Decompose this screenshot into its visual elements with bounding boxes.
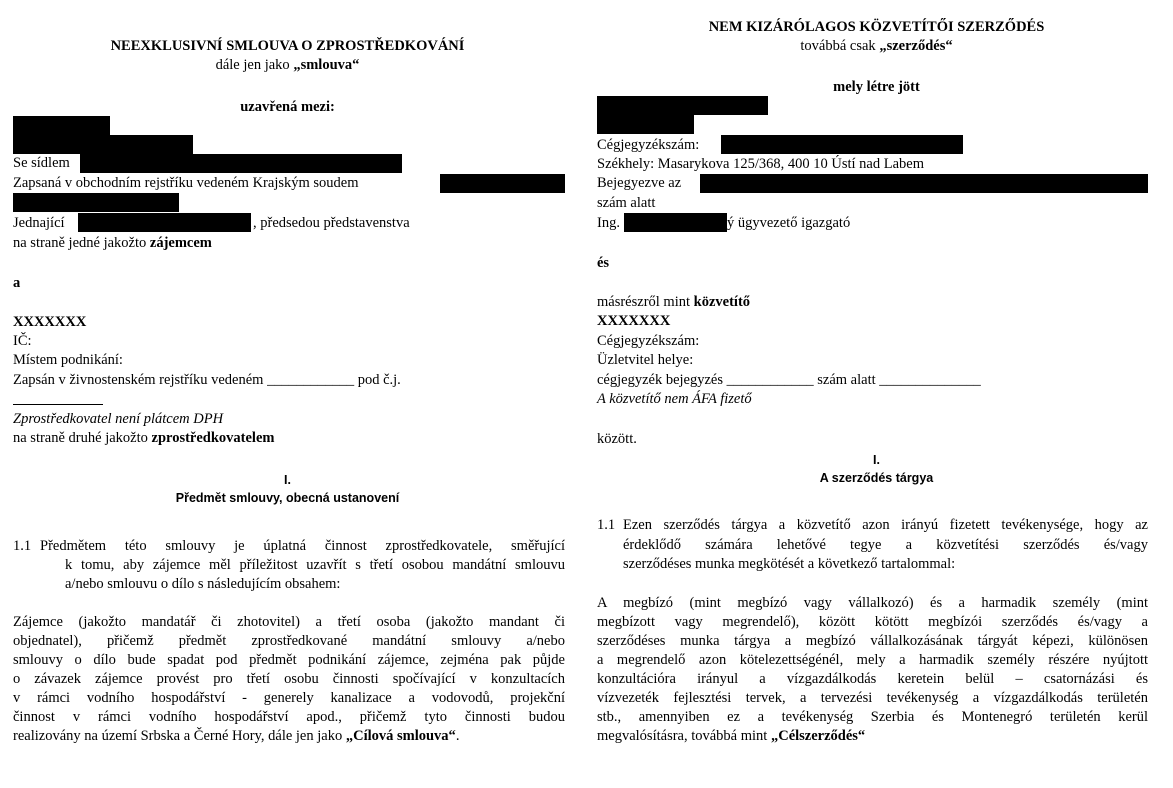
redaction-box [80, 154, 402, 173]
czech-side-one: na straně jedné jakožto zájemcem [13, 235, 212, 251]
czech-divider [13, 404, 103, 405]
hungarian-p11-line: Ezen szerződés tárgya a közvetítő azon irányú fizetett tevékenysége, hogy az [623, 517, 1148, 533]
czech-title: NEEXKLUSIVNÍ SMLOUVA O ZPROSTŘEDKOVÁNÍ [110, 38, 465, 54]
czech-p11-line: k tomu, aby zájemce měl příležitost uzavřít s třetí osobou mandátní smlouvu [65, 557, 565, 573]
czech-body-line: o závazek zájemce provést pro třetí osobu činnosti spočívající v konzultacích [13, 671, 565, 687]
hungarian-section-number: I. [873, 453, 880, 467]
hungarian-registered-label: Bejegyezve az [597, 175, 682, 191]
czech-registry-line: Zapsaná v obchodním rejstříku vedeném Krajským soudem [13, 175, 359, 191]
czech-side-two: na straně druhé jakožto zprostředkovatelem [13, 430, 275, 446]
czech-ic-label: IČ: [13, 333, 32, 349]
czech-body-line: Zájemce (jakožto mandatář či zhotovitel) a třetí osoba (jakožto mandant či [13, 614, 565, 630]
hungarian-paragraph-number: 1.1 [597, 517, 616, 533]
czech-paragraph-number: 1.1 [13, 538, 32, 554]
hungarian-body-line: szerződéses munka tárgya a megbízó vállalkozásának tárgyát képezi, különösen [597, 633, 1148, 649]
hungarian-p11-line: szerződéses munka megkötését a következő tartalommal: [623, 556, 956, 572]
hungarian-body-last-line: megvalósításra, továbbá mint „Célszerződés“ [597, 728, 866, 744]
hungarian-party-name: XXXXXXX [597, 313, 671, 329]
czech-acting-label: Jednající [13, 215, 65, 231]
hungarian-body-line: stb., amennyiben ez a tevékenység Szerbia és Montenegró területén kerül [597, 709, 1148, 725]
hungarian-p11-line: érdeklődő számára lehetővé tegye a közvetítési szerződés és/vagy [623, 537, 1148, 553]
hungarian-other-side: másrészről mint közvetítő [597, 294, 751, 310]
hungarian-body-line: megbízott vagy megrendelő), között kötött megbízói szerződés és/vagy a [597, 614, 1148, 630]
czech-vat-note: Zprostředkovatel není plátcem DPH [13, 411, 224, 427]
hungarian-contract-column [580, 0, 1173, 788]
hungarian-came-into-being: mely létre jött [833, 79, 920, 95]
redaction-box [700, 174, 1148, 193]
redaction-box [721, 135, 963, 154]
redaction-box [597, 96, 768, 115]
czech-between-heading: uzavřená mezi: [240, 99, 335, 115]
czech-business-place: Místem podnikání: [13, 352, 123, 368]
hungarian-business-place: Üzletvitel helye: [597, 352, 694, 368]
hungarian-body-line: konzultációra irányul a vízgazdálkodás keretein belül – csatornázási és [597, 671, 1148, 687]
hungarian-seat: Székhely: Masarykova 125/368, 400 10 Ústí nad Labem [597, 156, 924, 172]
hungarian-subtitle: továbbá csak „szerződés“ [800, 38, 953, 54]
hungarian-ing: Ing. [597, 215, 620, 231]
redaction-box [624, 213, 727, 232]
redaction-box [597, 115, 694, 134]
redaction-box [440, 174, 565, 193]
czech-contract-column [0, 0, 575, 788]
czech-body-line: v rámci vodního hospodářství - generely kanalizace a vodovodů, projekční [13, 690, 565, 706]
hungarian-body-line: A megbízó (mint megbízó vagy vállalkozó) és a harmadik személy (mint [597, 595, 1148, 611]
czech-body-line: objednatel), přičemž předmět zprostředkované mandátní smlouvy a/nebo [13, 633, 565, 649]
czech-body-line: smlouvy o dílo bude spadat pod předmět podnikání zájemce, zejména pak půjde [13, 652, 565, 668]
hungarian-vat-note: A közvetítő nem ÁFA fizető [597, 391, 752, 407]
hungarian-section-title: A szerződés tárgya [819, 471, 934, 485]
hungarian-number-under: szám alatt [597, 195, 656, 211]
czech-party-name: XXXXXXX [13, 314, 87, 330]
redaction-box [13, 135, 193, 154]
czech-subtitle: dále jen jako „smlouva“ [215, 57, 360, 73]
hungarian-company-reg-label: Cégjegyzékszám: [597, 137, 700, 153]
hungarian-body-line: vízvezeték fejlesztési tervek, a tervezési tevékenység a vízgazdálkodás területén [597, 690, 1148, 706]
czech-section-title: Předmět smlouvy, obecná ustanovení [175, 491, 400, 505]
redaction-box [13, 193, 179, 212]
czech-section-number: I. [284, 473, 291, 487]
czech-p11-line: a/nebo smlouvu o dílo s následujícím obsahem: [65, 576, 341, 592]
hungarian-between: között. [597, 431, 637, 447]
czech-body-last-line: realizovány na území Srbska a Černé Hory, dále jen jako „Cílová smlouva“. [13, 728, 460, 744]
czech-p11-line: Předmětem této smlouvy je úplatná činnost zprostředkovatele, směřující [40, 538, 565, 554]
czech-trade-registry: Zapsán v živnostenském rejstříku vedeném ____________ pod č.j. [13, 372, 401, 388]
czech-and: a [13, 275, 21, 291]
hungarian-body-line: a megrendelő azon kötelezettségénél, mely a harmadik személy részére nyújtott [597, 652, 1148, 668]
hungarian-company-reg-label-2: Cégjegyzékszám: [597, 333, 700, 349]
redaction-box [13, 116, 110, 135]
redaction-box [78, 213, 251, 232]
czech-acting-suffix: , předsedou představenstva [253, 215, 410, 231]
hungarian-director-suffix: ý ügyvezető igazgató [727, 215, 851, 231]
czech-seat-label: Se sídlem [13, 155, 70, 171]
hungarian-registry-entry: cégjegyzék bejegyzés ____________ szám alatt ______________ [597, 372, 981, 388]
hungarian-title: NEM KIZÁRÓLAGOS KÖZVETÍTŐI SZERZŐDÉS [708, 19, 1045, 35]
czech-body-line: činnost v rámci vodního hospodářství apod., přičemž tyto činnosti budou [13, 709, 565, 725]
hungarian-and: és [597, 255, 610, 271]
